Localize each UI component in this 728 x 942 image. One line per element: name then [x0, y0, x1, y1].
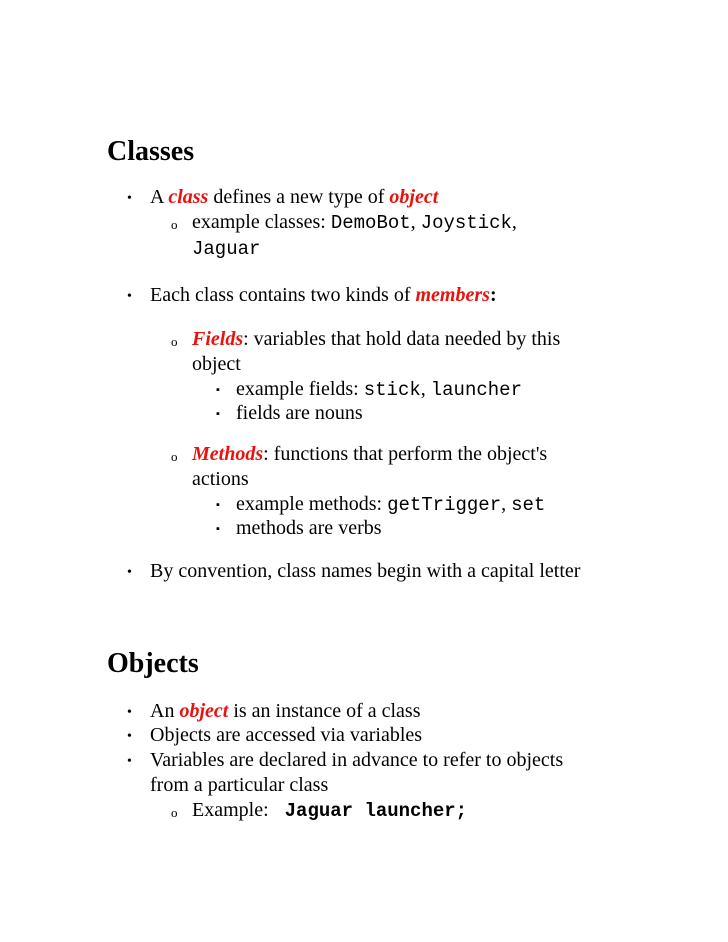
methods-item-continuation: actions — [192, 468, 249, 490]
example-classes-item: example classes: DemoBot, Joystick, — [192, 211, 517, 234]
keyword-fields: Fields — [192, 328, 244, 350]
circle-bullet-icon: o — [171, 805, 178, 820]
bullet-icon: • — [127, 565, 132, 580]
methods-note-item: methods are verbs — [236, 517, 382, 539]
object-instance-item: An object is an instance of a class — [150, 700, 421, 722]
variable-declaration-item: Variables are declared in advance to refer to objects — [150, 749, 564, 771]
methods-item: Methods: functions that perform the object's — [192, 443, 548, 465]
square-bullet-icon: ▪ — [216, 523, 220, 535]
fields-note-item: fields are nouns — [236, 402, 363, 424]
example-fields-item: example fields: stick, launcher — [236, 378, 522, 401]
example-methods-item: example methods: getTrigger, set — [236, 493, 546, 516]
bullet-icon: • — [127, 705, 132, 720]
object-access-item: Objects are accessed via variables — [150, 724, 423, 746]
bullet-icon: • — [127, 729, 132, 744]
naming-convention-item: By convention, class names begin with a capital letter — [150, 560, 581, 582]
circle-bullet-icon: o — [171, 217, 178, 232]
fields-item-continuation: object — [192, 353, 241, 375]
example-code: Jaguar launcher; — [284, 800, 468, 822]
square-bullet-icon: ▪ — [216, 384, 220, 396]
bullet-icon: • — [127, 289, 132, 304]
square-bullet-icon: ▪ — [216, 408, 220, 420]
class-members-item: Each class contains two kinds of members: — [150, 284, 497, 306]
objects-heading: Objects — [107, 648, 199, 679]
keyword-object: object — [389, 186, 439, 208]
keyword-methods: Methods — [192, 443, 264, 465]
bullet-icon: • — [127, 754, 132, 769]
circle-bullet-icon: o — [171, 334, 178, 349]
example-classes-continuation: Jaguar — [192, 238, 261, 260]
square-bullet-icon: ▪ — [216, 499, 220, 511]
circle-bullet-icon: o — [171, 449, 178, 464]
variable-declaration-continuation: from a particular class — [150, 774, 329, 796]
keyword-members: members — [415, 284, 490, 306]
class-definition-item: A class defines a new type of object — [150, 186, 439, 208]
keyword-object: object — [179, 700, 229, 722]
declaration-example-item — [192, 798, 467, 823]
keyword-class: class — [168, 186, 209, 208]
bullet-icon: • — [127, 191, 132, 206]
classes-heading: Classes — [107, 136, 195, 167]
example-label: Example: — [192, 799, 269, 821]
fields-item: Fields: variables that hold data needed by this — [192, 328, 561, 350]
